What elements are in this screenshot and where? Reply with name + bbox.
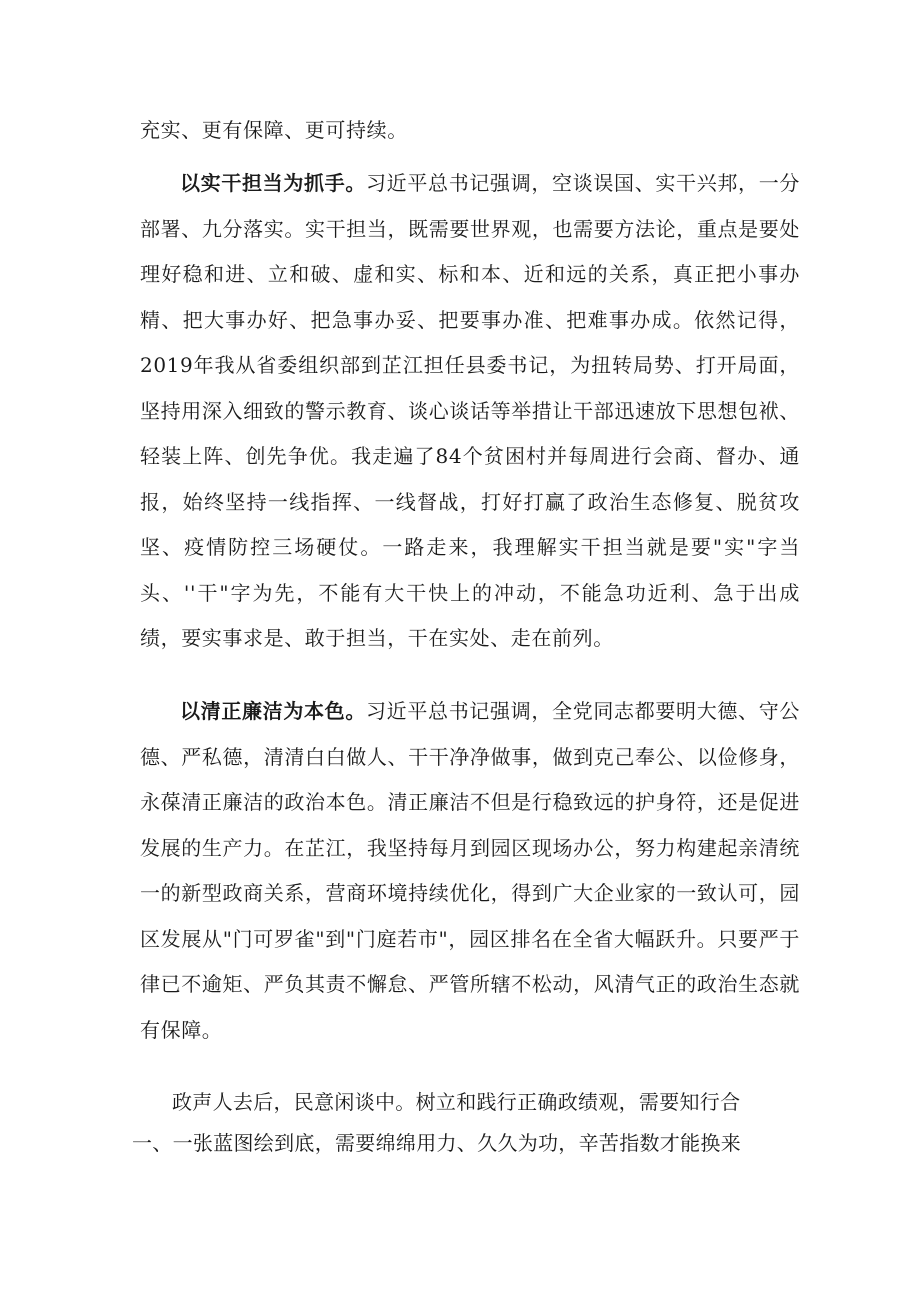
- paragraph-lead-heading: 以实干担当为抓手。: [180, 171, 367, 195]
- paragraph-text: 充实、更有保障、更可持续。: [140, 118, 408, 142]
- paragraph-integrity: [140, 689, 800, 1053]
- paragraph-text: 习近平总书记强调，全党同志都要明大德、守公德、严私德，清清白白做人、干干净净做事，做到克己奉公、以俭修身，永葆清正廉洁的政治本色。清正廉洁不但是行稳致远的护身符，还是促进发展的生产力。在芷江，我坚持每月到园区现场办公，努力构建起亲清统一的新型政商关系，营商环境持续优化，得到广大企业家的一致认可，园区发展从"门可罗雀"到"门庭若市"，园区排名在全省大幅跃升。只要严于律已不逾矩、严负其责不懈怠、严管所辖不松动，风清气正的政治生态就有保障。: [140, 699, 800, 1042]
- paragraph-text-line-2: 一、一张蓝图绘到底，需要绵绵用力、久久为功，辛苦指数才能换来: [132, 1131, 741, 1155]
- paragraph-practical-responsibility: [140, 161, 800, 662]
- paragraph-closing: [132, 1082, 750, 1164]
- paragraph-text-line-1: 政声人去后，民意闲谈中。树立和践行正确政绩观，需要知行合: [172, 1090, 741, 1114]
- paragraph-text: 习近平总书记强调，空谈误国、实干兴邦，一分部署、九分落实。实干担当，既需要世界观，也需要方法论，重点是要处理好稳和进、立和破、虚和实、标和本、近和远的关系，真正把小事办精、把大事办好、把急事办妥、把要事办准、把难事办成。依然记得，2019年我从省委组织部到芷江担任县委书记，为扭转局势、打开局面，坚持用深入细致的警示教育、谈心谈话等举措让干部迅速放下思想包袱、轻装上阵、创先争优。我走遍了84个贫困村并每周进行会商、督办、通报，始终坚持一线指挥、一线督战，打好打赢了政治生态修复、脱贫攻坚、疫情防控三场硬仗。一路走来，我理解实干担当就是要"实"字当头、''干"字为先，不能有大干快上的冲动，不能急功近利、急于出成绩，要实事求是、敢于担当，干在实处、走在前列。: [140, 171, 800, 650]
- paragraph-continuation: [140, 108, 800, 154]
- paragraph-lead-heading: 以清正廉洁为本色。: [180, 699, 367, 723]
